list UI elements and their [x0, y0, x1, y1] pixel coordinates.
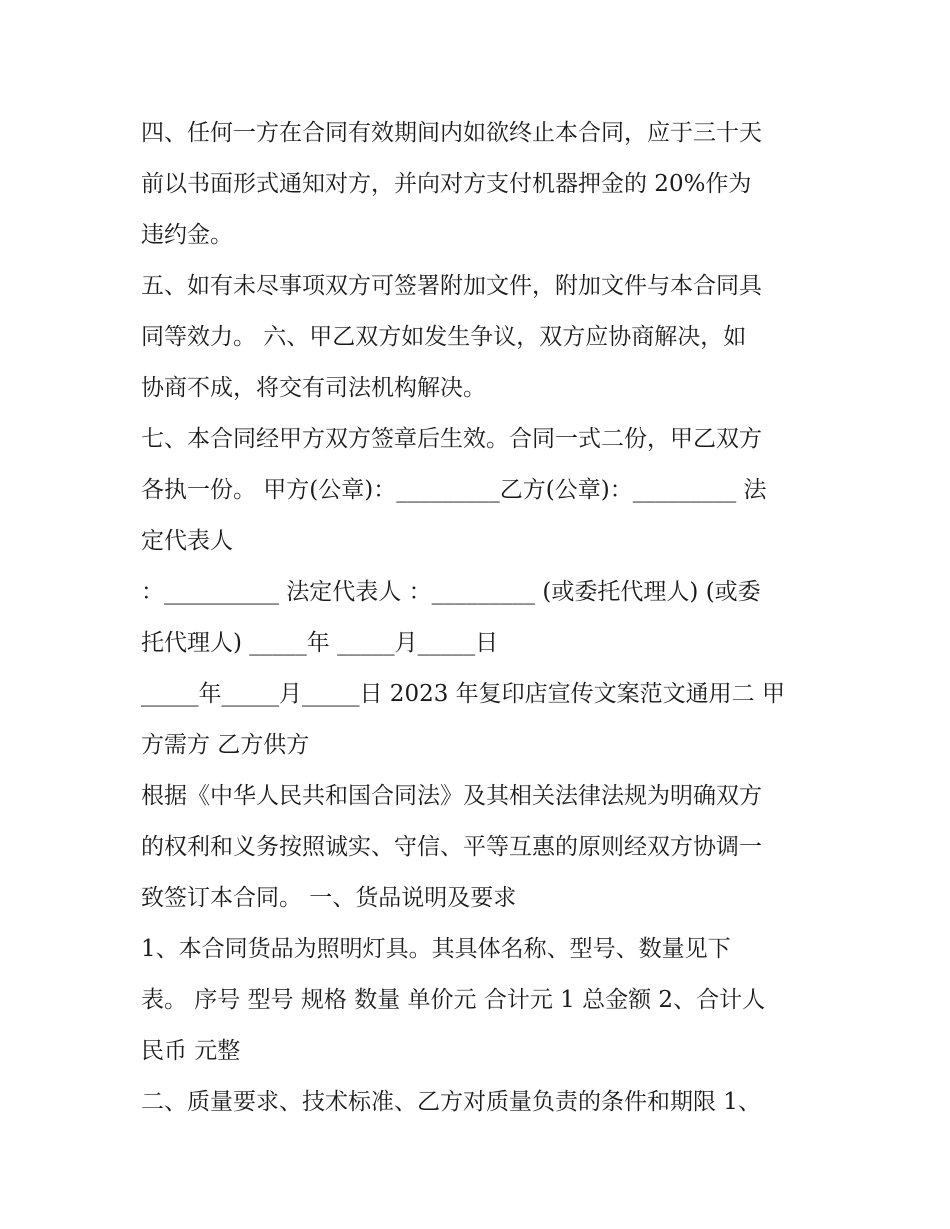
text-line: 五、如有未尽事项双方可签署附加文件，附加文件与本合同具: [141, 273, 762, 299]
text-line: 方需方 乙方供方: [141, 732, 310, 758]
text-line: 七、本合同经甲方双方签章后生效。合同一式二份，甲乙双方: [141, 426, 762, 452]
text-line: 致签订本合同。 一、货品说明及要求: [141, 885, 517, 911]
text-line: 四、任何一方在合同有效期间内如欲终止本合同，应于三十天: [141, 120, 762, 146]
text-line: 1、本合同货品为照明灯具。其具体名称、型号、数量见下: [141, 936, 731, 962]
text-line: 协商不成，将交有司法机构解决。: [141, 375, 486, 401]
text-line: 托代理人) _____年 _____月_____日: [141, 630, 499, 656]
text-line: ：__________ 法定代表人 ：_________ (或委托代理人) (或委: [141, 579, 761, 605]
text-line: 定代表人: [141, 528, 233, 554]
text-line: _____年_____月_____日 2023 年复印店宣传文案范文通用二 甲: [141, 681, 785, 707]
text-line: 前以书面形式通知对方，并向对方支付机器押金的 20%作为: [141, 171, 752, 197]
text-line: 民币 元整: [141, 1038, 241, 1064]
text-line: 二、质量要求、技术标准、乙方对质量负责的条件和期限 1、: [141, 1089, 761, 1115]
text-line: 违约金。: [141, 222, 233, 248]
text-line: 同等效力。 六、甲乙双方如发生争议，双方应协商解决，如: [141, 324, 747, 350]
text-line: 表。 序号 型号 规格 数量 单价元 合计元 1 总金额 2、合计人: [141, 987, 766, 1013]
text-line: 根据《中华人民共和国合同法》及其相关法律法规为明确双方: [141, 783, 762, 809]
text-line: 的权利和义务按照诚实、守信、平等互惠的原则经双方协调一: [141, 834, 762, 860]
text-line: 各执一份。 甲方(公章)：_________乙方(公章)：_________ 法: [141, 477, 767, 503]
contract-text: [141, 108, 821, 1128]
